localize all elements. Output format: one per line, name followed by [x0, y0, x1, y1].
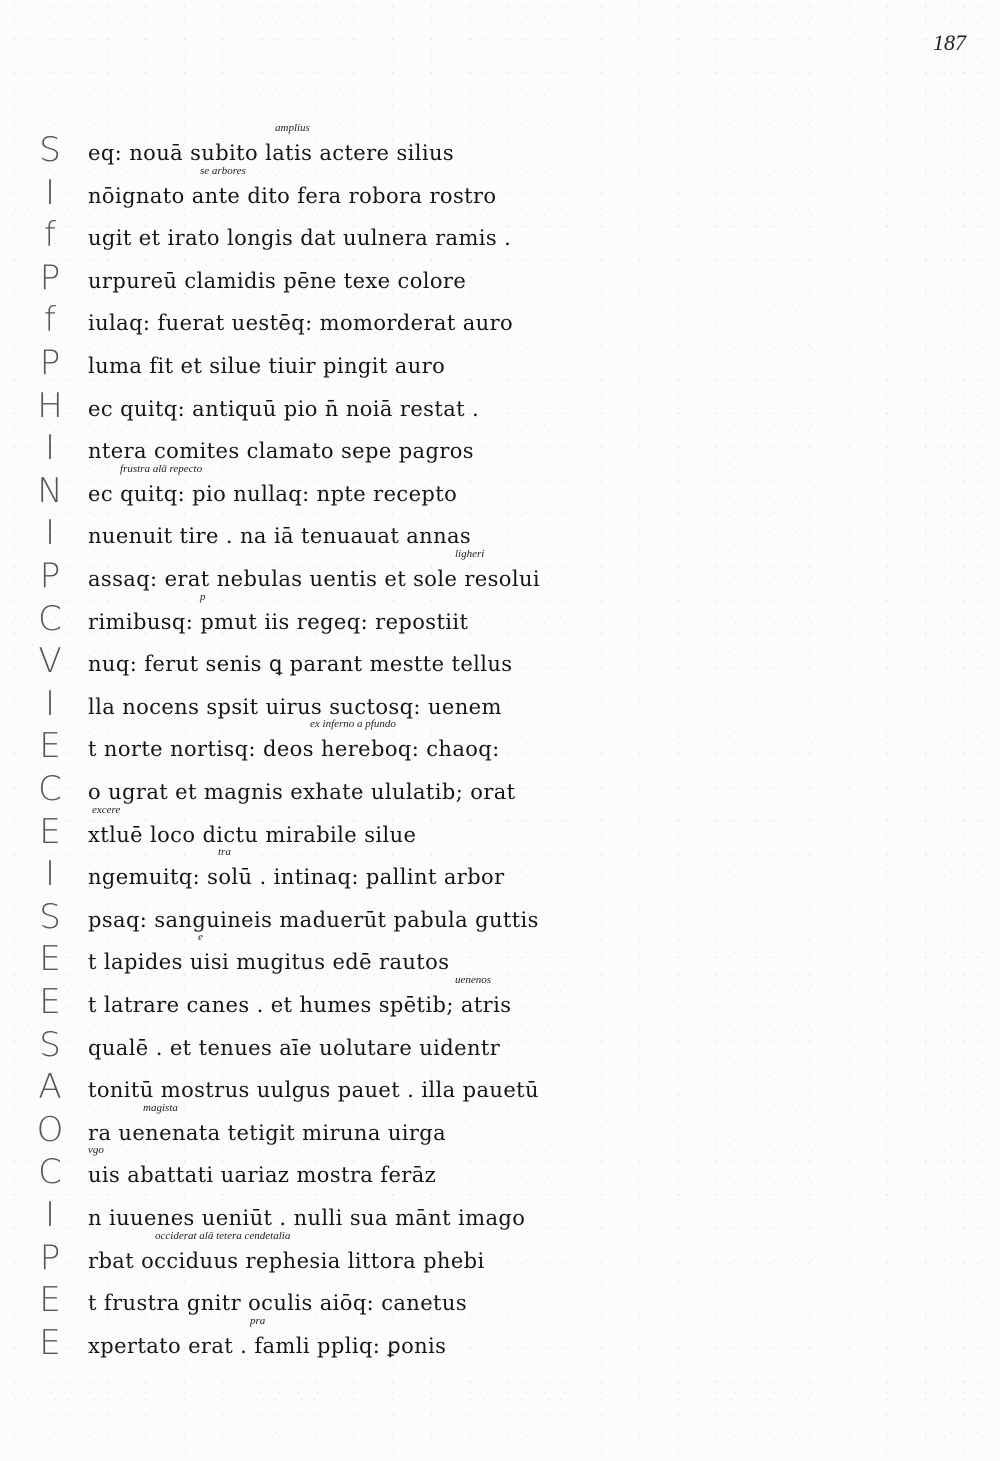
verse-text: eq: nouā subito latis actere silius — [88, 141, 455, 165]
verse-text: t latrare canes . et humes spētib; atris — [88, 993, 512, 1017]
verse-initial: E — [39, 1280, 61, 1321]
verse-initial: O — [36, 1109, 64, 1150]
verse-text: nuenuit tire . na iā tenuauat annas — [88, 524, 472, 549]
verse-text: lla nocens spsit uirus suctosq: uenem — [88, 694, 502, 719]
verse-text: t norte nortisq: deos hereboq: chaoq: — [88, 737, 500, 762]
verse-initial: S — [39, 1024, 61, 1065]
verse-text: ugit et irato longis dat uulnera ramis . — [88, 226, 512, 251]
interlinear-gloss: magista — [143, 1101, 178, 1114]
interlinear-gloss: tra — [218, 846, 231, 859]
verse-initial: E — [39, 726, 61, 767]
verse-initial: I — [44, 513, 56, 554]
interlinear-gloss: uenenos — [455, 974, 492, 986]
verse-initial: I — [44, 428, 56, 469]
verse-text: n iuuenes ueniūt . nulli sua mānt imago — [88, 1206, 526, 1230]
interlinear-gloss: e — [198, 931, 203, 944]
interlinear-gloss: occiderat alā tetera cendetalia — [155, 1229, 291, 1242]
verse-text: xpertato erat . famli ppliq: ꝑonis — [88, 1333, 447, 1358]
verse-initial: P — [39, 1237, 61, 1278]
verse-text: ec quitq: antiquū pio n̄ noiā restat . — [88, 396, 480, 421]
verse-line — [0, 386, 1000, 428]
verse-line — [0, 1314, 1000, 1365]
verse-line — [0, 846, 1000, 896]
verse-text: o ugrat et magnis exhate ululatib; orat — [88, 780, 516, 804]
interlinear-gloss: vgo — [88, 1144, 104, 1157]
verse-text: ntera comites clamato sepe pagros — [88, 439, 474, 464]
verse-initial: V — [38, 641, 62, 682]
interlinear-gloss: se arbores — [200, 164, 246, 177]
verse-line — [0, 1101, 1000, 1152]
verse-initial: I — [44, 172, 56, 213]
verse-text: tonitū mostrus uulgus pauet . illa pauetū — [88, 1078, 539, 1103]
verse-text: iulaq: fuerat uestēq: momorderat auro — [88, 311, 514, 336]
verse-line — [0, 1280, 1000, 1322]
verse-line — [0, 215, 1000, 257]
verse-line — [0, 258, 1000, 300]
verse-line — [0, 343, 1000, 385]
verse-initial: P — [39, 343, 61, 383]
verse-initial: H — [37, 385, 63, 426]
verse-line — [0, 718, 1000, 768]
interlinear-gloss: frustra alā repecto — [120, 462, 203, 475]
verse-line — [0, 1025, 1000, 1067]
verse-text: ra uenenata tetigit miruna uirga — [88, 1120, 447, 1145]
verse-initial: I — [44, 854, 56, 895]
verse-initial: E — [39, 982, 61, 1022]
verse-text: assaq: erat nebulas uentis et sole resolui — [88, 567, 541, 591]
verse-line — [0, 974, 1000, 1024]
verse-text: t frustra gnitr oculis aiōq: canetus — [88, 1291, 467, 1316]
verse-text: qualē . et tenues aīe uolutare uidentr — [88, 1035, 501, 1060]
verse-initial: I — [44, 683, 56, 724]
interlinear-gloss: excere — [92, 803, 121, 816]
interlinear-gloss: p — [200, 590, 206, 603]
verse-line — [0, 803, 1000, 854]
verse-initial: f — [44, 215, 56, 256]
verse-line — [0, 1144, 1000, 1194]
interlinear-gloss: amplius — [275, 122, 310, 134]
verse-line — [0, 1195, 1000, 1237]
verse-line — [0, 684, 1000, 726]
verse-line — [0, 931, 1000, 981]
verse-initial: S — [39, 130, 61, 170]
verse-line — [0, 462, 1000, 513]
interlinear-gloss: pra — [250, 1314, 266, 1327]
verse-line — [0, 897, 1000, 939]
folio-number: 187 — [933, 30, 966, 55]
verse-text: urpureū clamidis pēne texe colore — [88, 268, 467, 293]
verse-initial: E — [39, 1322, 61, 1363]
verse-text: nōignato ante dito fera robora rostro — [88, 183, 497, 208]
verse-initial: C — [38, 769, 62, 809]
verse-text: uis abattati uariaz mostra ferāz — [88, 1163, 437, 1188]
verse-line — [0, 122, 1000, 172]
verse-text: ec quitq: pio nullaq: npte recepto — [88, 481, 458, 506]
interlinear-gloss: ex inferno a pfundo — [310, 718, 396, 731]
verse-line — [0, 300, 1000, 342]
verse-initial: E — [39, 939, 61, 980]
verse-initial: C — [38, 1152, 62, 1193]
verse-initial: P — [39, 556, 61, 596]
verse-initial: N — [37, 470, 63, 511]
verse-text: nuq: ferut senis ꝗ parant mestte tellus — [88, 652, 513, 677]
verse-text: ngemuitq: solū . intinaq: pallint arbor — [88, 865, 505, 890]
verse-text: rbat occiduus rephesia littora phebi — [88, 1248, 485, 1273]
verse-line — [0, 513, 1000, 555]
verse-text: xtluē loco dictu mirabile silue — [88, 822, 417, 847]
verse-line — [0, 164, 1000, 215]
verse-initial: A — [38, 1067, 62, 1108]
verse-initial: f — [44, 300, 56, 341]
verse-initial: E — [39, 811, 61, 852]
verse-text: t lapides uisi mugitus edē rautos — [88, 950, 450, 975]
interlinear-gloss: ligheri — [455, 548, 485, 560]
verse-initial: I — [44, 1195, 56, 1235]
verse-line — [0, 769, 1000, 811]
verse-initial: P — [39, 257, 61, 298]
verse-text: psaq: sanguineis maduerūt pabula guttis — [88, 907, 539, 932]
verse-line — [0, 641, 1000, 683]
verse-text: rimibusq: pmut iis regeq: repostiit — [88, 609, 469, 634]
verse-initial: C — [38, 598, 62, 639]
verse-initial: S — [39, 896, 61, 937]
verse-line — [0, 590, 1000, 641]
verse-text: luma fit et silue tiuir pingit auro — [88, 354, 446, 378]
verse-line — [0, 1229, 1000, 1280]
verse-line — [0, 548, 1000, 598]
